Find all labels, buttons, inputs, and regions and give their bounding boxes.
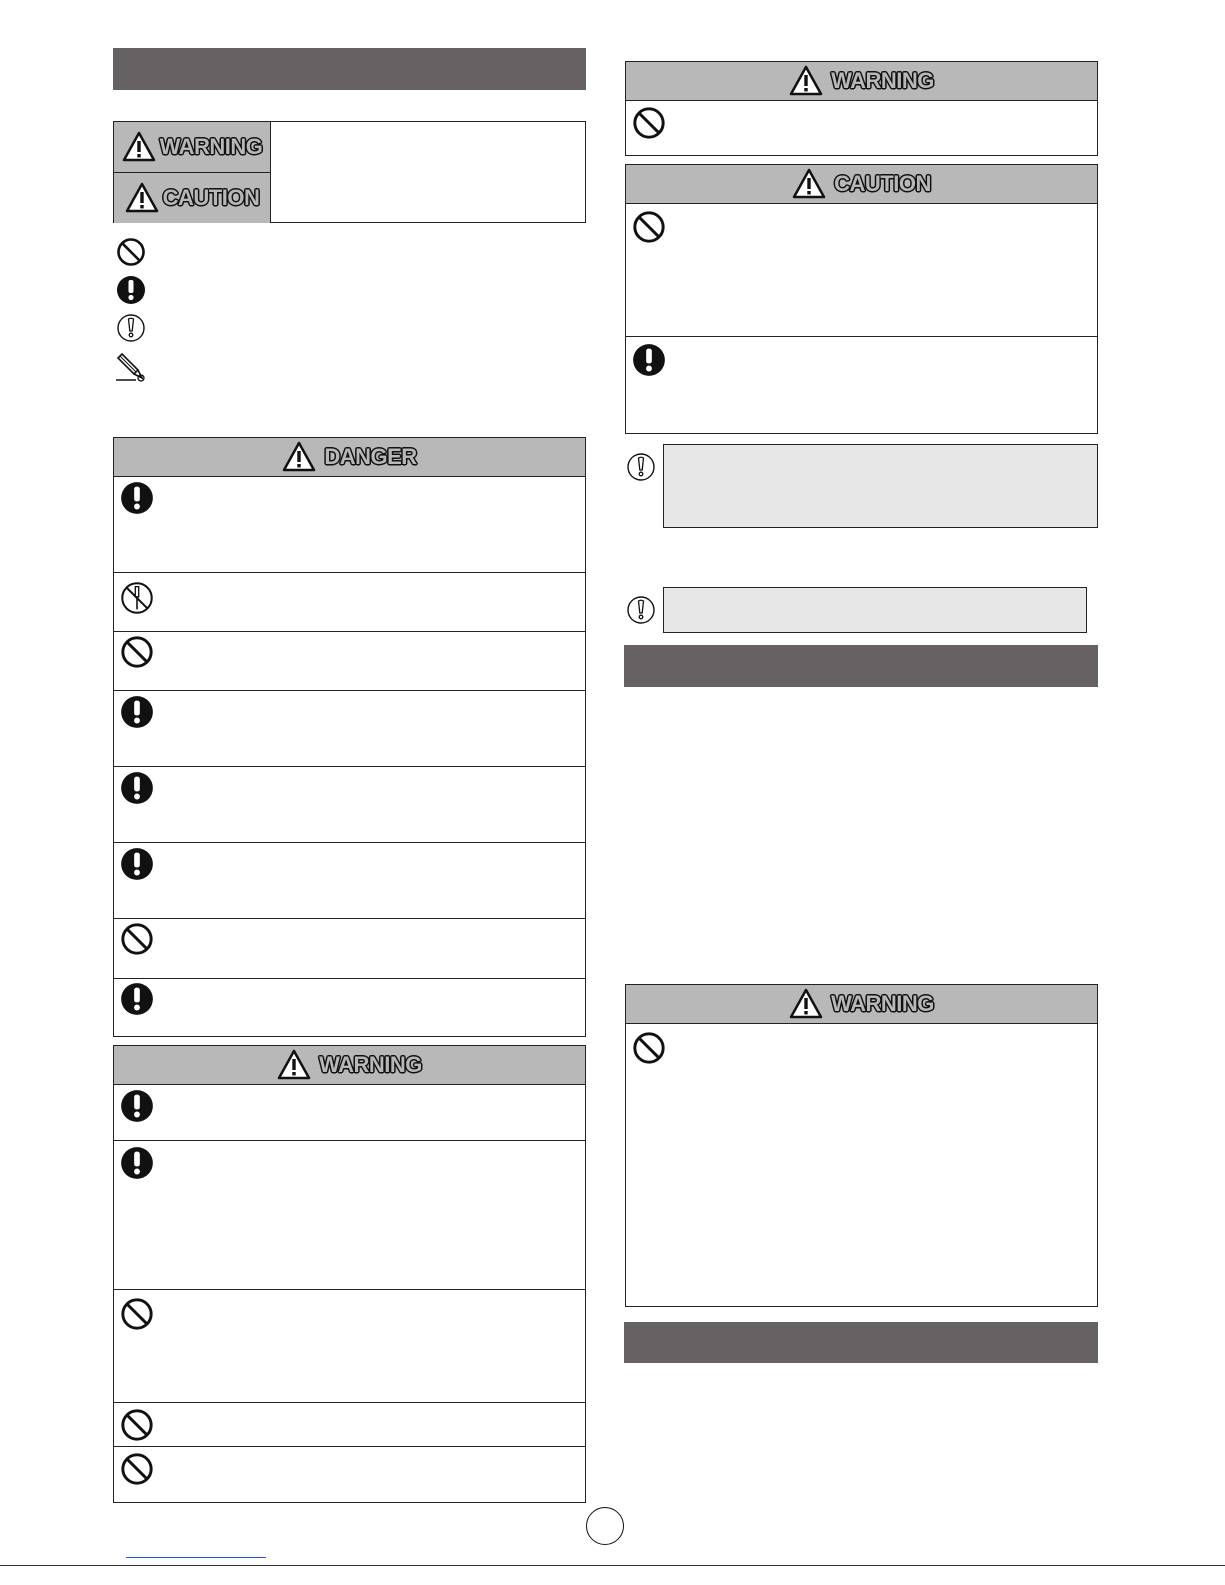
notice-icon xyxy=(116,313,146,343)
warning-triangle-icon xyxy=(282,441,316,473)
mandatory-icon xyxy=(632,343,666,377)
warning-box-right-top xyxy=(625,61,1098,156)
footer-link-rule xyxy=(126,1557,266,1558)
caution-label: CAUTION xyxy=(834,171,931,196)
legend-caution-label: CAUTION xyxy=(162,185,260,210)
warning-triangle-icon xyxy=(789,988,823,1020)
prohibited-icon xyxy=(120,922,154,956)
warning-header xyxy=(114,1046,585,1085)
prohibited-icon xyxy=(120,1297,154,1331)
warning-triangle-icon xyxy=(789,65,823,97)
caution-header xyxy=(626,165,1097,204)
mandatory-icon xyxy=(120,847,154,881)
signal-word-legend xyxy=(113,121,586,223)
prohibited-icon xyxy=(116,237,146,267)
row-divider xyxy=(114,690,585,691)
row-divider xyxy=(114,842,585,843)
warning-triangle-icon xyxy=(122,131,156,163)
row-divider xyxy=(114,1402,585,1403)
danger-header xyxy=(114,438,585,477)
warning-box-left xyxy=(113,1045,586,1503)
warning-triangle-icon xyxy=(792,168,826,200)
section-header-bar xyxy=(113,48,586,90)
legend-warning-cell xyxy=(114,122,271,173)
warning-triangle-icon xyxy=(277,1049,311,1081)
mandatory-icon xyxy=(120,1089,154,1123)
row-divider xyxy=(114,1140,585,1141)
notice-icon xyxy=(626,595,656,625)
section-header-bar xyxy=(624,1322,1098,1363)
warning-label: WARNING xyxy=(831,68,934,93)
warning-header xyxy=(626,985,1097,1024)
prohibited-icon xyxy=(120,1408,154,1442)
row-divider xyxy=(114,572,585,573)
caution-box xyxy=(625,164,1098,434)
row-divider xyxy=(114,978,585,979)
mandatory-icon xyxy=(116,275,146,305)
legend-caution-cell xyxy=(114,173,271,223)
memo-pencil-icon xyxy=(114,350,148,384)
notice-box xyxy=(663,587,1087,633)
danger-box xyxy=(113,437,586,1037)
notice-box xyxy=(663,444,1098,528)
warning-label: WARNING xyxy=(319,1052,422,1077)
prohibited-icon xyxy=(120,635,154,669)
section-header-bar xyxy=(624,645,1098,687)
mandatory-icon xyxy=(120,1146,154,1180)
row-divider xyxy=(626,336,1097,337)
footer-rule xyxy=(0,1565,1225,1566)
mandatory-icon xyxy=(120,771,154,805)
row-divider xyxy=(114,918,585,919)
danger-label: DANGER xyxy=(324,444,417,469)
prohibited-icon xyxy=(632,210,666,244)
row-divider xyxy=(114,1289,585,1290)
mandatory-icon xyxy=(120,481,154,515)
legend-warning-label: WARNING xyxy=(159,134,263,159)
warning-header xyxy=(626,62,1097,101)
mandatory-icon xyxy=(120,982,154,1016)
notice-icon xyxy=(626,452,656,482)
row-divider xyxy=(114,1446,585,1447)
warning-box-right-lower xyxy=(625,984,1098,1307)
no-disassembly-icon xyxy=(120,581,154,615)
prohibited-icon xyxy=(632,1031,666,1065)
page-number-circle xyxy=(586,1507,624,1545)
prohibited-icon xyxy=(632,106,666,140)
row-divider xyxy=(114,766,585,767)
prohibited-icon xyxy=(120,1452,154,1486)
warning-label: WARNING xyxy=(831,991,934,1016)
row-divider xyxy=(114,631,585,632)
mandatory-icon xyxy=(120,695,154,729)
warning-triangle-icon xyxy=(125,182,159,214)
